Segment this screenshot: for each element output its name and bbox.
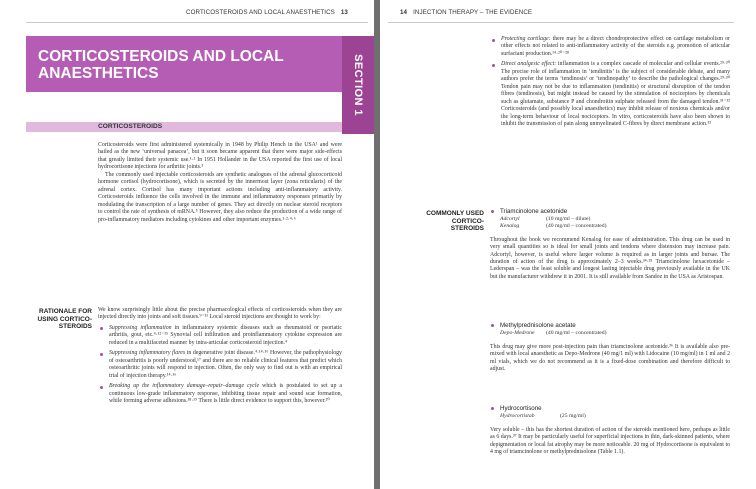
commonly-used-heading: COMMONLY USED CORTICO-STEROIDS xyxy=(426,210,484,233)
drug-brand-row xyxy=(490,413,730,420)
bullet-text: there may be a direct chondroprotective effect on cartilage metabolism or other effects not related to anti-inflammatory activity of the steroids e.g. promotion of articular surfactant production.¹⁴·²⁰⁻²⁸ xyxy=(501,36,730,57)
header-rule xyxy=(388,22,734,23)
drug-name-text: Hydrocortisone xyxy=(500,405,542,412)
mechanism-continued xyxy=(490,36,730,131)
bullet-icon xyxy=(100,353,103,356)
rationale-heading: RATIONALE FOR USING CORTICO-STEROIDS xyxy=(37,308,92,331)
bullet-text: which is postulated to set up a continuous low-grade inflammatory response, inhibiting tissue repair and sound scar formation, while forming adverse adhesions.¹⁸·¹⁹ There is little direct evidence to support this, however.²⁰ xyxy=(109,383,342,404)
drug-methylprednisolone xyxy=(490,322,730,373)
drug-description: Very soluble – this has the shortest duration of action of the steroids mentioned here, perhaps as little as 6 days.³⁷ It may be particularly useful for superficial injections in thin, dark-skinned patients, where depigmentation or local fat atrophy may be more noticeable. 20 mg of Hydrocortisone is equivalent to 4 mg of triamcinolone or methylprednisolone (Table 1.1). xyxy=(490,426,730,455)
drug-brand-row xyxy=(490,216,730,223)
mechanism-list xyxy=(490,36,730,128)
drug-name xyxy=(490,208,730,216)
bullet-lead: Protecting cartilage: xyxy=(501,36,551,42)
drug-name-text: Triamcinolone acetonide xyxy=(500,208,568,215)
brand-name: Hydrocortistab xyxy=(500,412,535,419)
list-item xyxy=(490,61,730,128)
intro-text xyxy=(98,142,342,224)
concentration: (25 mg/ml) xyxy=(560,412,586,419)
bullet-icon xyxy=(492,39,495,42)
bullet-lead: Breaking up the inflammatory damage–repair–damage cycle xyxy=(109,383,260,390)
section-tab xyxy=(342,36,374,134)
list-item xyxy=(98,325,342,347)
drug-description: This drug may give more post-injection pain than triamcinolone acetonide.³⁶ It is available also pre-mixed with local anaesthetic as Depo-Medrone (40 mg/1 ml) with Lidocaine (10 mg/ml) in 1 ml and 2 ml vials, which we do not recommend as it is a fixed-dose combination and therefore difficult to adjust. xyxy=(490,343,730,372)
concentration: (40 mg/ml – concentrated) xyxy=(546,329,607,336)
subheading-corticosteroids: CORTICOSTEROIDS xyxy=(98,123,163,130)
intro-paragraph: Corticosteroids were first administered systemically in 1948 by Philip Hench in the USA¹ and were hailed as the new ‘universal panacea’, but it soon became apparent that there were major side-effects that greatly limited their systemic use.¹·² In 1951 Hollander in the USA reported the first use of local hydrocortisone injections for arthritic joints.³ xyxy=(98,142,342,171)
section-tab-label: SECTION 1 xyxy=(352,54,364,116)
intro-paragraph: The commonly used injectable corticosteroids are synthetic analogues of the adrenal glucocorticoid hormone cortisol (hydrocortisone), which is secreted by the innermost layer (zona reticularis) of the adrenal cortex. Cortisol has many important actions including anti-inflammatory activity. Corticosteroids influence the cells involved in the immune and inflammatory responses primarily by modulating the transcription of a large number of genes. They act directly on nuclear steroid receptors to control the rate of synthesis of mRNA.⁵ However, they also reduce the production of a wide range of pro-inflammatory mediators including cytokines and other important enzymes.¹·²·⁴·⁶ xyxy=(98,171,342,223)
brand-name: Depo-Medrone xyxy=(500,329,535,336)
drug-triamcinolone xyxy=(490,208,730,281)
drug-brand-row xyxy=(490,330,730,337)
bullet-lead: Direct analgesic effect: xyxy=(501,61,557,68)
drug-name-text: Methylprednisolone acetate xyxy=(500,322,576,329)
bullet-icon xyxy=(100,386,103,389)
brand-name: Adcortyl xyxy=(500,215,520,222)
bullet-icon xyxy=(100,327,103,330)
brand-name: Kenalog xyxy=(500,222,520,229)
drug-brand-row xyxy=(490,223,730,230)
left-page xyxy=(0,0,374,489)
bullet-lead: Suppressing inflammation xyxy=(109,324,172,331)
bullet-icon xyxy=(491,324,494,327)
list-item xyxy=(490,36,730,58)
concentration: (10 mg/ml – dilute) xyxy=(546,215,591,222)
concentration: (40 mg/ml – concentrated) xyxy=(546,222,607,229)
bullet-text: in inflammatory systemic diseases such as rheumatoid or psoriatic arthritis, gout, etc.⁴·¹²⁻¹⁵ Synovial cell infiltration and proinflammatory cytokine expression are reduced in a multifaceted manner by intra-articular corticosteroid injection.⁴ xyxy=(109,324,343,346)
chapter-title-band xyxy=(26,36,342,92)
bullet-text: inflammation is a complex cascade of molecular and cellular events.²⁹·³⁰ The precise role of inflammation in ‘tendinitis’ is the subject of considerable debate, and many authors prefer the terms ‘tendinosis’ or ‘tendinopathy’ to describe the pathological changes.²⁹·³⁰ Tendon pain may not be due to inflammation (tendinitis) or structural disruption of the tendon fibres (tendinosis), but might instead be caused by the stimulation of nociceptors by chemicals such as glutamate, substance P and chondroitin sulphate released from the damaged tendon.³¹⁻³² Corticosteroids (and possibly local anaesthetics) may inhibit release of noxious chemicals and/or the long-term behaviour of local nociceptors. In vitro, corticosteroids have also been shown to inhibit the transmission of pain along unmyelinated C-fibres by direct membrane action.³³ xyxy=(501,61,730,127)
running-head-title: CORTICOSTEROIDS AND LOCAL ANAESTHETICS xyxy=(186,9,335,16)
subheading-band xyxy=(26,122,342,132)
chapter-title: CORTICOSTEROIDS AND LOCAL ANAESTHETICS xyxy=(38,48,284,82)
page-number: 14 xyxy=(400,9,408,16)
drug-hydrocortisone xyxy=(490,405,730,456)
page-number: 13 xyxy=(340,9,348,16)
bullet-text: in degenerative joint disease.⁴·¹⁴·¹⁶ However, the pathophysiology of osteoarthritis is poorly understood,¹⁷ and there are no reliable clinical features that predict which osteoarthritic joints will respond to injection. Often, the only way to find out is with an empirical trial of injection therapy.¹⁴·¹⁶ xyxy=(109,350,342,379)
rationale-intro: We know surprisingly little about the precise pharmacological effects of corticosteroids when they are injected directly into joints and soft tissues.⁹⁻¹¹ Local steroid injections are thought to work by: xyxy=(98,307,342,321)
list-item xyxy=(98,383,342,405)
running-head xyxy=(186,9,348,16)
drug-name xyxy=(490,322,730,330)
rationale-list xyxy=(98,325,342,406)
running-head-title: INJECTION THERAPY – THE EVIDENCE xyxy=(413,9,533,16)
bullet-icon xyxy=(492,64,495,67)
list-item xyxy=(98,350,342,380)
bullet-lead: Suppressing inflammatory flares xyxy=(109,350,186,357)
right-page xyxy=(380,0,756,489)
header-rule xyxy=(26,22,368,23)
bullet-icon xyxy=(491,210,494,213)
drug-description: Throughout the book we recommend Kenalog for ease of administration. This drug can be used in very small quantities so is ideal for small joints and tendons where distension may increase pain. Adcortyl, however, is useful where larger volume is required as in larger joints and bursae. The duration of action of the drug is approximately 2–3 weeks.³⁴·³⁵ Triamcinolone hexacetonide – Lederspan – was the least soluble and longest lasting injectable drug previously available in the UK but the manufacturer withdrew it in 2001. It is still available from Sandoz in the USA as Aristospan. xyxy=(490,236,730,280)
drug-name xyxy=(490,405,730,413)
rationale-section xyxy=(98,307,342,408)
running-head xyxy=(400,9,532,16)
bullet-icon xyxy=(491,407,494,410)
